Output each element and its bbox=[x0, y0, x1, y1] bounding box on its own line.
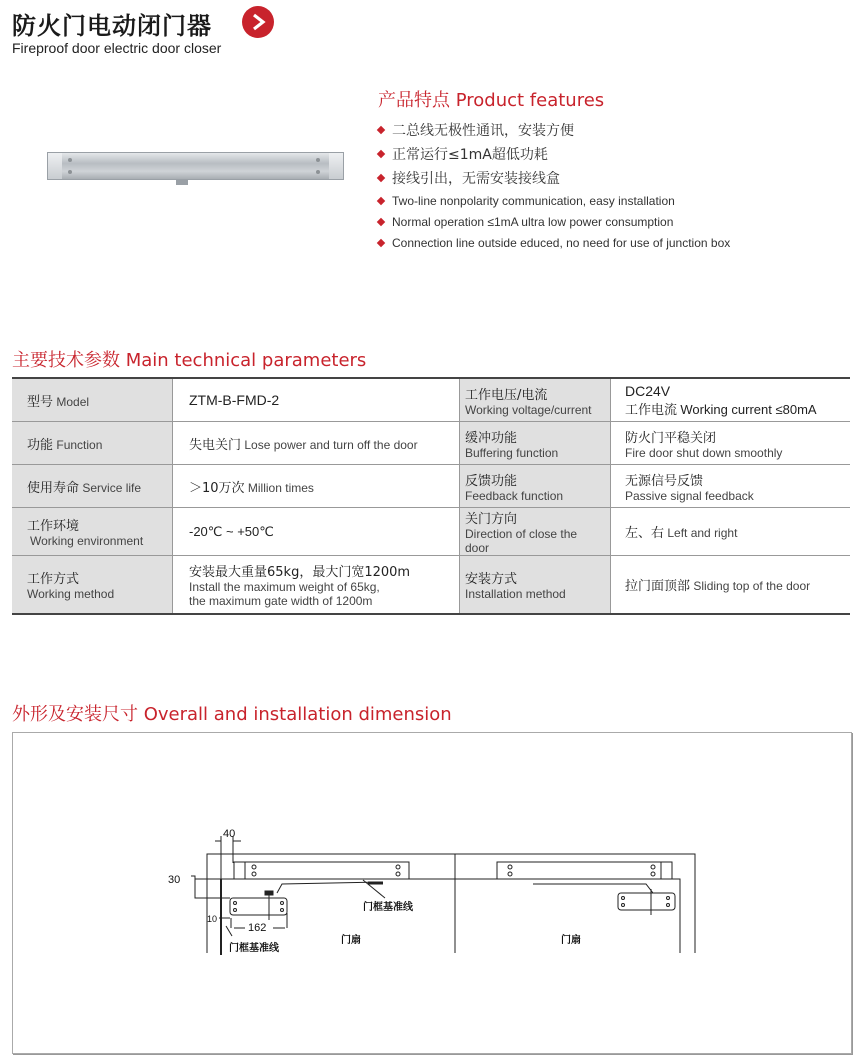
next-button[interactable] bbox=[242, 6, 274, 38]
feature-text: Connection line outside educed, no need for use of junction box bbox=[392, 235, 731, 250]
product-end-cap-left bbox=[48, 153, 62, 179]
features-list bbox=[378, 118, 730, 253]
params-title: 主要技术参数 Main technical parameters bbox=[12, 350, 367, 371]
param-label: 工作环境 Working environment bbox=[12, 508, 173, 556]
param-value: DC24V 工作电流 Working current ≤80mA bbox=[611, 378, 851, 422]
feature-text: 接线引出，无需安装接线盒 bbox=[392, 171, 560, 187]
diamond-bullet-icon bbox=[377, 126, 385, 134]
feature-item bbox=[378, 142, 730, 166]
closer-arm-right bbox=[533, 884, 653, 893]
param-value: 安装最大重量65kg，最大门宽1200m Install the maximum weight of 65kg, the maximum gate width of 1200m bbox=[173, 556, 460, 615]
feature-item bbox=[378, 211, 730, 232]
param-label: 工作电压/电流 Working voltage/current bbox=[460, 378, 611, 422]
dimension-label-162: 162 bbox=[248, 922, 267, 934]
param-value: 左、右 Left and right bbox=[611, 508, 851, 556]
table-row bbox=[12, 556, 850, 615]
param-label: 反馈功能 Feedback function bbox=[460, 465, 611, 508]
feature-item bbox=[378, 190, 730, 211]
param-value: -20℃ ~ +50℃ bbox=[173, 508, 460, 556]
table-row bbox=[12, 465, 850, 508]
door-leaf-label: 门扇 bbox=[341, 935, 361, 946]
feature-item bbox=[378, 166, 730, 190]
closer-body-right bbox=[618, 893, 675, 910]
product-end-cap-right bbox=[329, 153, 343, 179]
screw-icon bbox=[316, 158, 320, 162]
screw-icon bbox=[68, 158, 72, 162]
page-title-en: Fireproof door electric door closer bbox=[12, 40, 222, 56]
screw-icon bbox=[68, 170, 72, 174]
dimension-panel bbox=[12, 732, 852, 1054]
closer-rail-left bbox=[234, 862, 409, 879]
diamond-bullet-icon bbox=[377, 150, 385, 158]
param-label: 工作方式 Working method bbox=[12, 556, 173, 615]
feature-text: 正常运行≤1mA超低功耗 bbox=[392, 147, 548, 163]
param-value: ＞10万次 Million times bbox=[173, 465, 460, 508]
param-label: 功能 Function bbox=[12, 422, 173, 465]
page-title-cn: 防火门电动闭门器 bbox=[12, 12, 212, 40]
param-value: ZTM-B-FMD-2 bbox=[173, 378, 460, 422]
param-value: 防火门平稳关闭 Fire door shut down smoothly bbox=[611, 422, 851, 465]
closer-body-left bbox=[230, 898, 287, 915]
feature-text: Normal operation ≤1mA ultra low power consumption bbox=[392, 214, 674, 229]
feature-item bbox=[378, 232, 730, 253]
dimension-label-40: 40 bbox=[223, 828, 236, 840]
param-label: 缓冲功能 Buffering function bbox=[460, 422, 611, 465]
param-label: 使用寿命 Service life bbox=[12, 465, 173, 508]
screw-icon bbox=[316, 170, 320, 174]
features-title: 产品特点 Product features bbox=[378, 90, 605, 111]
table-row bbox=[12, 422, 850, 465]
table-row bbox=[12, 378, 850, 422]
frame-reference-label: 门框基准线 bbox=[363, 902, 413, 913]
param-label: 安装方式 Installation method bbox=[460, 556, 611, 615]
dimension-title: 外形及安装尺寸 Overall and installation dimension bbox=[12, 704, 452, 725]
frame-reference-label: 门框基准线 bbox=[229, 943, 279, 954]
diamond-bullet-icon bbox=[377, 238, 385, 246]
params-table bbox=[12, 377, 850, 615]
param-value: 拉门面顶部 Sliding top of the door bbox=[611, 556, 851, 615]
param-label: 关门方向 Direction of close the door bbox=[460, 508, 611, 556]
dimension-label-10: 10 bbox=[207, 914, 218, 924]
param-label: 型号 Model bbox=[12, 378, 173, 422]
feature-text: Two-line nonpolarity communication, easy installation bbox=[392, 193, 675, 208]
diamond-bullet-icon bbox=[377, 174, 385, 182]
product-mount bbox=[176, 179, 188, 185]
diamond-bullet-icon bbox=[377, 217, 385, 225]
installation-diagram bbox=[13, 733, 851, 1053]
feature-text: 二总线无极性通讯，安装方便 bbox=[392, 123, 574, 139]
param-value: 无源信号反馈 Passive signal feedback bbox=[611, 465, 851, 508]
chevron-right-icon bbox=[249, 13, 267, 31]
closer-rail-right bbox=[497, 862, 672, 879]
param-value: 失电关门 Lose power and turn off the door bbox=[173, 422, 460, 465]
table-row bbox=[12, 508, 850, 556]
diamond-bullet-icon bbox=[377, 196, 385, 204]
door-leaf-label: 门扇 bbox=[561, 935, 581, 946]
dimension-label-30: 30 bbox=[168, 874, 181, 886]
product-image bbox=[47, 152, 344, 180]
feature-item bbox=[378, 118, 730, 142]
